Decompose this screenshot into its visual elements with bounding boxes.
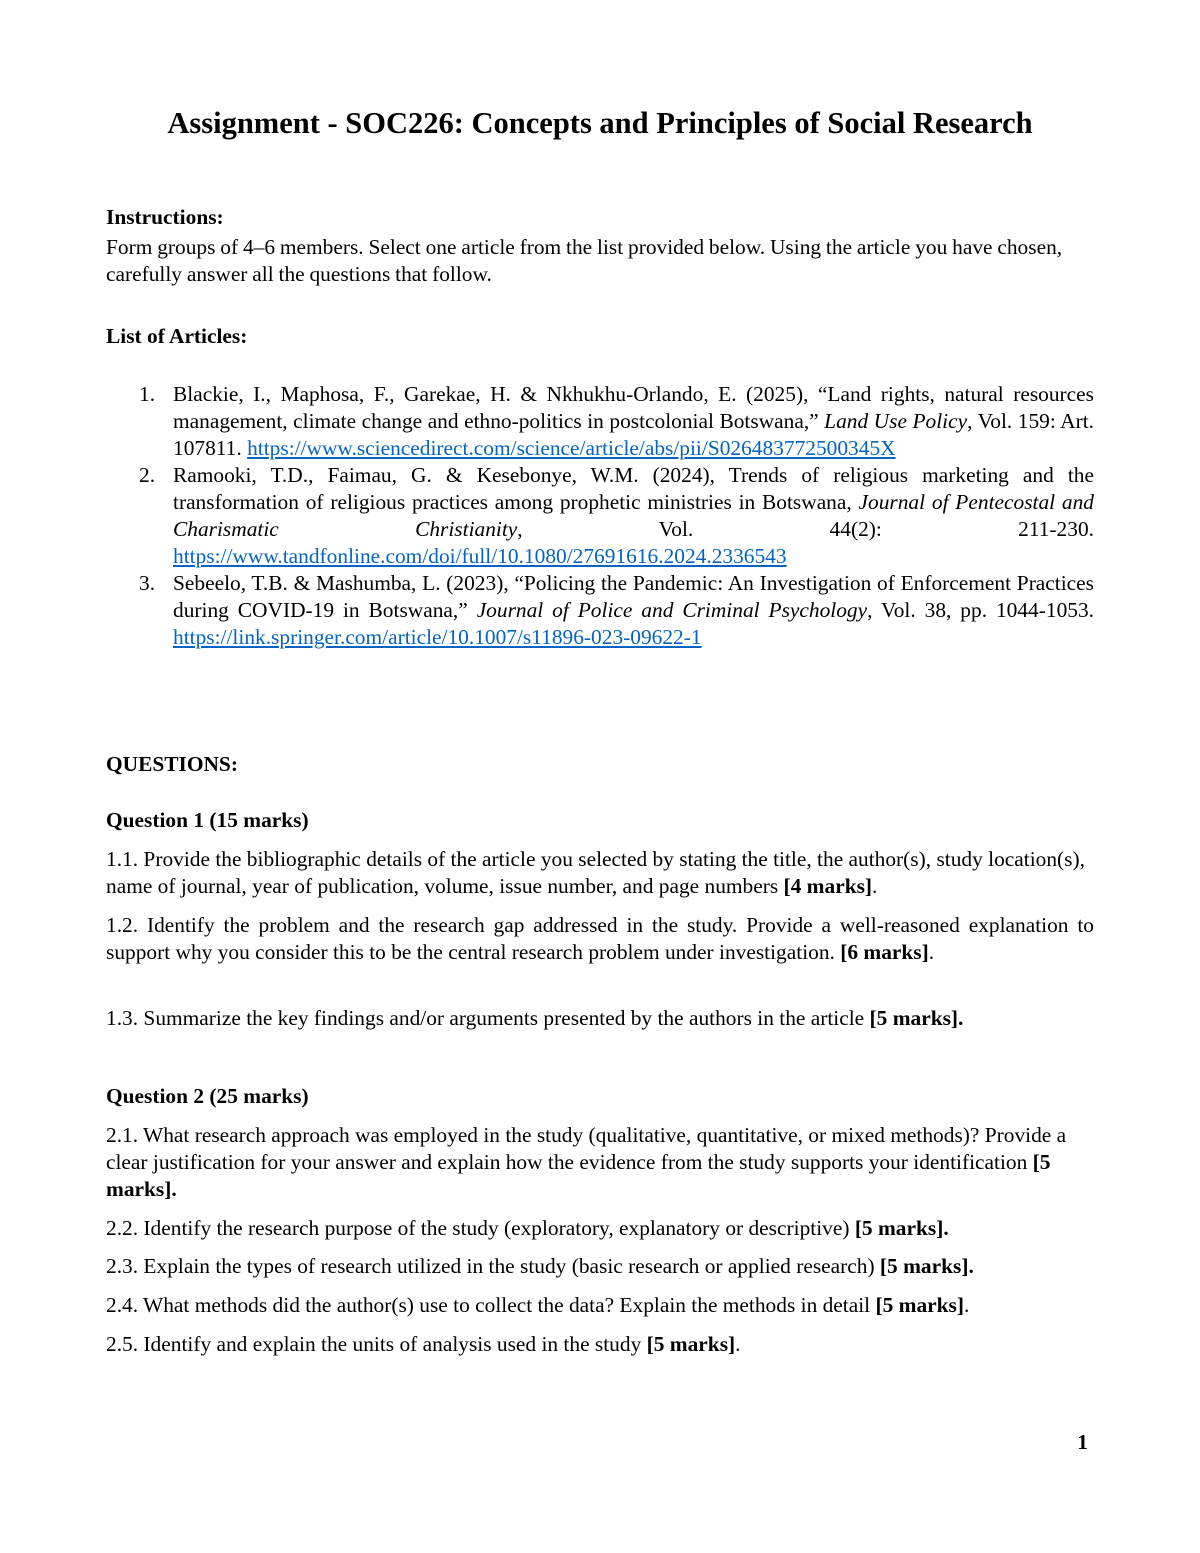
question-end: .: [928, 940, 935, 964]
question-2-5: [106, 1331, 1094, 1358]
question-marks: [5 marks]: [875, 1293, 964, 1317]
question-marks: [6 marks]: [840, 940, 929, 964]
article-volume: , Vol. 44(2): 211-230.: [517, 517, 1094, 541]
article-number: 3.: [139, 571, 156, 595]
article-link[interactable]: https://www.sciencedirect.com/science/article/abs/pii/S026483772500345X: [247, 436, 896, 460]
article-volume: , Vol. 38, pp. 1044-1053.: [867, 598, 1095, 622]
question-text: 1.2. Identify the problem and the research gap addressed in the study. Provide a well-reasoned explanation to support why you consider this to be the central research problem under investigation.: [106, 913, 1094, 964]
question-1-1: [106, 846, 1094, 900]
article-link[interactable]: https://www.tandfonline.com/doi/full/10.1080/27691616.2024.2336543: [173, 544, 787, 568]
question-marks: [5 marks].: [854, 1216, 949, 1240]
question-end: .: [735, 1332, 741, 1356]
instructions-text: Form groups of 4–6 members. Select one article from the list provided below. Using the article you have chosen, carefully answer all the questions that follow.: [106, 235, 1063, 286]
article-item-2: [106, 462, 1094, 570]
articles-heading: List of Articles:: [106, 324, 248, 348]
question-text: 2.3. Explain the types of research utilized in the study (basic research or applied research): [106, 1254, 880, 1278]
question-2-4: [106, 1292, 1094, 1319]
question-2-1: [106, 1122, 1094, 1203]
article-journal: Journal of Pentecostal and Charismatic Christianity: [173, 490, 1094, 541]
question-marks: [5 marks].: [879, 1254, 974, 1278]
article-citation: Ramooki, T.D., Faimau, G. & Kesebonye, W.M. (2024), Trends of religious marketing and the transformation of religious practices among prophetic ministries in Botswana,: [173, 463, 1094, 514]
article-journal: Land Use Policy: [824, 409, 968, 433]
question-1-2: [106, 912, 1094, 966]
question-2-heading: Question 2 (25 marks): [106, 1084, 309, 1108]
article-volume: , Vol. 159: Art. 107811.: [173, 409, 1094, 460]
article-item-1: [106, 381, 1094, 462]
question-text: 2.1. What research approach was employed in the study (qualitative, quantitative, or mixed methods)? Provide a clear justification for your answer and explain how the evidence from the study supports your identification: [106, 1123, 1067, 1174]
question-end: .: [872, 874, 878, 898]
question-end: .: [964, 1293, 970, 1317]
question-text: 2.5. Identify and explain the units of analysis used in the study: [106, 1332, 647, 1356]
article-citation: Sebeelo, T.B. & Mashumba, L. (2023), “Policing the Pandemic: An Investigation of Enforcement Practices during COVID-19 in Botswana,”: [173, 571, 1094, 622]
article-number: 2.: [139, 463, 156, 487]
page-title: Assignment - SOC226: Concepts and Principles of Social Research: [167, 106, 1033, 140]
article-citation: Blackie, I., Maphosa, F., Garekae, H. & Nkhukhu-Orlando, E. (2025), “Land rights, natural resources management, climate change and ethno-politics in postcolonial Botswana,”: [173, 382, 1094, 433]
question-1-3: [106, 1005, 1094, 1032]
article-link[interactable]: https://link.springer.com/article/10.1007/s11896-023-09622-1: [173, 625, 702, 649]
article-journal: Journal of Police and Criminal Psychology: [476, 598, 868, 622]
question-marks: [5 marks].: [869, 1006, 964, 1030]
question-marks: [5 marks].: [106, 1150, 1051, 1201]
question-text: 1.3. Summarize the key findings and/or arguments presented by the authors in the article: [106, 1006, 870, 1030]
question-text: 1.1. Provide the bibliographic details of the article you selected by stating the title, the author(s), study location(s), name of journal, year of publication, volume, issue number, and page numbers: [106, 847, 1085, 898]
question-1-heading: Question 1 (15 marks): [106, 808, 309, 832]
questions-heading: QUESTIONS:: [106, 752, 238, 776]
question-marks: [4 marks]: [783, 874, 873, 898]
article-number: 1.: [139, 382, 156, 406]
article-item-3: [106, 570, 1094, 651]
question-marks: [5 marks]: [646, 1332, 736, 1356]
question-2-3: [106, 1253, 1094, 1280]
page-number: 1: [1077, 1430, 1088, 1454]
instructions-heading: Instructions:: [106, 205, 224, 229]
question-text: 2.4. What methods did the author(s) use to collect the data? Explain the methods in detail: [106, 1293, 876, 1317]
question-text: 2.2. Identify the research purpose of the study (exploratory, explanatory or descriptive): [106, 1216, 855, 1240]
question-2-2: [106, 1215, 1094, 1242]
article-list: [106, 381, 1094, 651]
